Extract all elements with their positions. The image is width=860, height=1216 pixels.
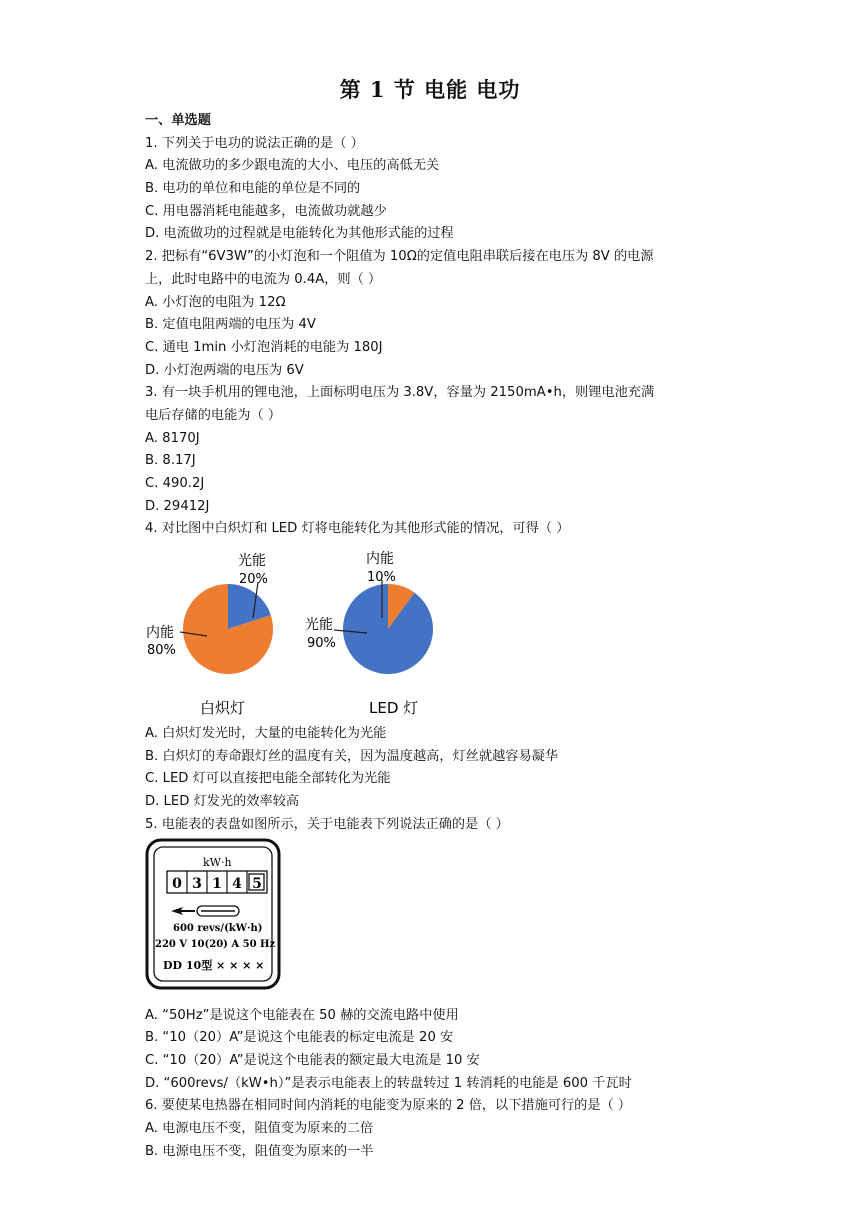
q6-option-a[interactable]: A. 电源电压不变，阻值变为原来的二倍 [145,1120,374,1136]
meter-digit: 1 [212,875,222,892]
q1-option-d[interactable]: D. 电流做功的过程就是电能转化为其他形式能的过程 [145,226,454,242]
q1-option-b[interactable]: B. 电功的单位和电能的单位是不同的 [145,181,361,197]
meter-unit-label: kW·h [203,855,232,869]
q5-option-c[interactable]: C. “10（20）A”是说这个电能表的额定最大电流是 10 安 [145,1052,480,1068]
pie2-caption: LED 灯 [369,699,419,718]
q2-stem-line2: 上，此时电路中的电流为 0.4A，则（ ） [145,271,382,287]
q3-option-c[interactable]: C. 490.2J [145,476,205,491]
page-title: 第 1 节 电能 电功 [339,77,521,102]
q6-option-b[interactable]: B. 电源电压不变，阻值变为原来的一半 [145,1143,374,1159]
q5-stem: 5. 电能表的表盘如图所示，关于电能表下列说法正确的是（ ） [145,816,509,832]
meter-digit: 0 [172,875,182,892]
energy-meter-svg [145,837,285,997]
q3-option-a[interactable]: A. 8170J [145,430,200,446]
q3-stem-line1: 3. 有一块手机用的锂电池，上面标明电压为 3.8V，容量为 2150mA•h，则锂电池充满 [145,385,655,401]
pie1-pct-light: 20% [239,572,268,588]
q2-option-c[interactable]: C. 通电 1min 小灯泡消耗的电能为 180J [145,339,383,355]
meter-rating-text: 220 V 10(20) A 50 Hz [155,938,276,950]
pie1-label-heat: 内能 [146,625,174,642]
q2-option-d[interactable]: D. 小灯泡两端的电压为 6V [145,362,304,378]
q2-stem-line1: 2. 把标有“6V3W”的小灯泡和一个阻值为 10Ω的定值电阻串联后接在电压为 8V 的电源 [145,249,654,265]
pie2-label-light: 光能 [305,617,333,634]
meter-revs-text: 600 revs/(kW·h) [173,922,263,934]
q3-stem-line2: 电后存储的电能为（ ） [145,407,282,423]
q2-option-b[interactable]: B. 定值电阻两端的电压为 4V [145,317,316,333]
q5-option-d[interactable]: D. “600revs/（kW•h）”是表示电能表上的转盘转过 1 转消耗的电能是 600 千瓦时 [145,1075,632,1091]
pie2-label-heat: 内能 [366,551,394,568]
q5-option-a[interactable]: A. “50Hz”是说这个电能表在 50 赫的交流电路中使用 [145,1007,459,1023]
pie2-pct-heat: 10% [367,570,396,586]
pie1-pct-heat: 80% [147,643,176,659]
q3-option-b[interactable]: B. 8.17J [145,453,196,469]
q1-option-a[interactable]: A. 电流做功的多少跟电流的大小、电压的高低无关 [145,158,440,174]
q1-stem: 1. 下列关于电功的说法正确的是（ ） [145,135,364,151]
pie1-label-light: 光能 [238,553,266,570]
q4-option-d[interactable]: D. LED 灯发光的效率较高 [145,794,300,810]
pie2-pct-light: 90% [307,636,336,652]
q3-option-d[interactable]: D. 29412J [145,498,210,514]
q6-stem: 6. 要使某电热器在相同时间内消耗的电能变为原来的 2 倍，以下措施可行的是（ ） [145,1098,632,1114]
section-heading: 一、单选题 [145,113,211,128]
q4-option-a[interactable]: A. 白炽灯发光时，大量的电能转化为光能 [145,726,387,742]
q4-stem: 4. 对比图中白炽灯和 LED 灯将电能转化为其他形式能的情况，可得（ ） [145,521,570,537]
q4-option-b[interactable]: B. 白炽灯的寿命跟灯丝的温度有关，因为温度越高，灯丝就越容易凝华 [145,748,559,764]
q2-option-a[interactable]: A. 小灯泡的电阻为 12Ω [145,294,286,310]
meter-digit: 4 [232,875,242,892]
meter-model-text: DD 10型 × × × × [163,958,265,972]
q5-option-b[interactable]: B. “10（20）A”是说这个电能表的标定电流是 20 安 [145,1030,454,1046]
meter-digit: 5 [252,875,262,892]
q4-option-c[interactable]: C. LED 灯可以直接把电能全部转化为光能 [145,771,391,787]
pie1-caption: 白炽灯 [200,699,246,718]
q1-option-c[interactable]: C. 用电器消耗电能越多，电流做功就越少 [145,203,387,219]
pie-charts-svg [145,541,455,723]
q4-pie-figure [145,541,725,723]
meter-digit: 3 [192,875,202,892]
q5-meter-figure [145,837,725,1005]
worksheet-body [145,110,725,1163]
